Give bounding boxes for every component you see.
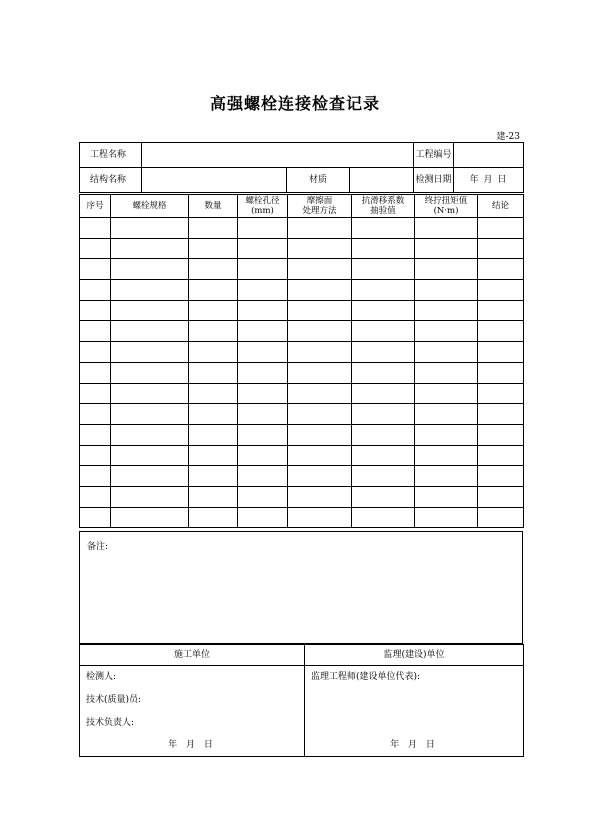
table-cell[interactable] — [415, 300, 478, 321]
structure-row — [80, 168, 524, 193]
table-row — [80, 259, 524, 280]
table-cell[interactable] — [189, 404, 238, 425]
table-cell[interactable] — [352, 486, 415, 507]
column-header — [352, 195, 415, 218]
table-row — [80, 300, 524, 321]
table-cell[interactable] — [352, 238, 415, 259]
column-header — [111, 195, 189, 218]
column-header — [288, 195, 352, 218]
tech-lead-label: 技术负责人: — [86, 718, 135, 728]
column-header-line1: 终拧扭矩值 — [424, 196, 468, 206]
structure-name-field[interactable] — [142, 168, 287, 193]
table-cell[interactable] — [238, 238, 288, 259]
table-cell[interactable] — [238, 342, 288, 363]
table-cell[interactable] — [478, 507, 524, 528]
construction-unit-header: 施工单位 — [80, 645, 305, 666]
table-row — [80, 507, 524, 528]
table-cell[interactable] — [415, 466, 478, 487]
tech-quality-label: 技术(质量)员: — [86, 695, 142, 705]
table-cell[interactable] — [80, 321, 111, 342]
table-cell[interactable] — [189, 383, 238, 404]
page-title: 高强螺栓连接检查记录 — [209, 94, 380, 113]
table-cell[interactable] — [111, 445, 189, 466]
table-cell[interactable] — [415, 404, 478, 425]
table-cell[interactable] — [111, 507, 189, 528]
table-row — [80, 466, 524, 487]
table-cell[interactable] — [189, 280, 238, 301]
table-row — [80, 445, 524, 466]
table-cell[interactable] — [238, 259, 288, 280]
table-cell[interactable] — [189, 218, 238, 239]
table-cell[interactable] — [80, 259, 111, 280]
table-cell[interactable] — [111, 238, 189, 259]
construction-sign-date: 年 月 日 — [168, 740, 216, 750]
table-cell[interactable] — [111, 466, 189, 487]
column-header — [80, 195, 111, 218]
supervision-sign-cell[interactable] — [305, 666, 524, 757]
table-cell[interactable] — [189, 342, 238, 363]
table-row — [80, 238, 524, 259]
table-cell[interactable] — [352, 507, 415, 528]
table-cell[interactable] — [478, 259, 524, 280]
table-cell[interactable] — [478, 342, 524, 363]
column-header-line2: 抽验值 — [370, 206, 396, 216]
table-cell[interactable] — [415, 342, 478, 363]
table-cell[interactable] — [80, 300, 111, 321]
table-cell[interactable] — [352, 362, 415, 383]
table-cell[interactable] — [415, 259, 478, 280]
table-cell[interactable] — [288, 342, 352, 363]
table-cell[interactable] — [288, 404, 352, 425]
supervision-sign-date: 年 月 日 — [390, 740, 438, 750]
column-header-line2: (mm) — [251, 206, 274, 216]
table-cell[interactable] — [189, 486, 238, 507]
table-cell[interactable] — [80, 362, 111, 383]
table-cell[interactable] — [111, 218, 189, 239]
supervisor-label: 监理工程师(建设单位代表): — [311, 672, 421, 682]
table-cell[interactable] — [478, 362, 524, 383]
signature-header-row — [80, 645, 524, 666]
table-cell[interactable] — [352, 445, 415, 466]
table-cell[interactable] — [478, 404, 524, 425]
table-cell[interactable] — [288, 280, 352, 301]
table-cell[interactable] — [415, 280, 478, 301]
material-label: 材质 — [287, 168, 350, 193]
table-cell[interactable] — [288, 466, 352, 487]
table-cell[interactable] — [478, 280, 524, 301]
table-cell[interactable] — [478, 321, 524, 342]
column-header-line1: 序号 — [86, 201, 104, 211]
table-cell[interactable] — [478, 300, 524, 321]
column-header-line1: 结论 — [491, 201, 509, 211]
table-cell[interactable] — [238, 362, 288, 383]
material-field[interactable] — [350, 168, 414, 193]
table-row — [80, 280, 524, 301]
table-cell[interactable] — [80, 466, 111, 487]
table-cell[interactable] — [478, 218, 524, 239]
table-cell[interactable] — [238, 445, 288, 466]
table-cell[interactable] — [111, 342, 189, 363]
table-cell[interactable] — [478, 466, 524, 487]
table-row — [80, 321, 524, 342]
table-cell[interactable] — [352, 259, 415, 280]
table-cell[interactable] — [288, 486, 352, 507]
column-header-line2: (N·m) — [433, 206, 459, 216]
table-cell[interactable] — [352, 404, 415, 425]
project-info-table — [79, 142, 524, 193]
project-name-field[interactable] — [142, 143, 414, 168]
notes-label: 备注: — [87, 542, 109, 552]
table-cell[interactable] — [478, 445, 524, 466]
table-cell[interactable] — [238, 321, 288, 342]
project-row — [80, 143, 524, 168]
table-cell[interactable] — [415, 424, 478, 445]
structure-name-label: 结构名称 — [80, 168, 142, 193]
table-cell[interactable] — [80, 445, 111, 466]
table-cell[interactable] — [189, 300, 238, 321]
table-cell[interactable] — [80, 424, 111, 445]
table-row — [80, 383, 524, 404]
table-cell[interactable] — [238, 507, 288, 528]
table-cell[interactable] — [288, 362, 352, 383]
table-cell[interactable] — [288, 259, 352, 280]
construction-sign-cell[interactable] — [80, 666, 305, 757]
table-cell[interactable] — [189, 424, 238, 445]
signature-table — [79, 644, 524, 757]
table-cell[interactable] — [352, 424, 415, 445]
table-cell[interactable] — [415, 362, 478, 383]
project-name-label: 工程名称 — [80, 143, 142, 168]
table-cell[interactable] — [352, 466, 415, 487]
table-cell[interactable] — [288, 424, 352, 445]
test-date-label: 检测日期 — [414, 168, 454, 193]
table-cell[interactable] — [238, 466, 288, 487]
table-cell[interactable] — [478, 238, 524, 259]
table-cell[interactable] — [189, 445, 238, 466]
column-header — [415, 195, 478, 218]
table-row — [80, 424, 524, 445]
notes-area[interactable] — [79, 531, 523, 644]
form-code: 建-23 — [496, 132, 520, 142]
column-header-line1: 螺栓规格 — [132, 201, 167, 211]
table-cell[interactable] — [189, 507, 238, 528]
table-cell[interactable] — [288, 507, 352, 528]
table-cell[interactable] — [238, 486, 288, 507]
table-header-row — [80, 195, 524, 218]
table-cell[interactable] — [189, 362, 238, 383]
table-cell[interactable] — [189, 466, 238, 487]
table-cell[interactable] — [415, 238, 478, 259]
table-cell[interactable] — [111, 259, 189, 280]
table-cell[interactable] — [288, 445, 352, 466]
column-header — [189, 195, 238, 218]
table-cell[interactable] — [111, 300, 189, 321]
table-cell[interactable] — [111, 383, 189, 404]
table-cell[interactable] — [352, 300, 415, 321]
table-row — [80, 404, 524, 425]
table-cell[interactable] — [238, 404, 288, 425]
table-cell[interactable] — [189, 321, 238, 342]
column-header — [238, 195, 288, 218]
column-header-line1: 螺栓孔径 — [245, 196, 280, 206]
inspector-label: 检测人: — [86, 672, 117, 682]
bolt-check-table — [79, 194, 524, 528]
table-cell[interactable] — [111, 404, 189, 425]
table-cell[interactable] — [238, 383, 288, 404]
table-cell[interactable] — [238, 218, 288, 239]
table-cell[interactable] — [415, 507, 478, 528]
table-cell[interactable] — [415, 445, 478, 466]
supervision-unit-header: 监理(建设)单位 — [305, 645, 524, 666]
column-header-line1: 抗滑移系数 — [361, 196, 405, 206]
table-cell[interactable] — [478, 424, 524, 445]
project-no-label: 工程编号 — [414, 143, 454, 168]
table-cell[interactable] — [415, 218, 478, 239]
table-cell[interactable] — [189, 238, 238, 259]
column-header-line1: 摩擦面 — [306, 196, 333, 206]
table-cell[interactable] — [80, 280, 111, 301]
table-cell[interactable] — [80, 342, 111, 363]
column-header-line2: 处理方法 — [302, 206, 337, 216]
project-no-field[interactable] — [454, 143, 524, 168]
table-cell[interactable] — [80, 218, 111, 239]
table-cell[interactable] — [238, 280, 288, 301]
table-cell[interactable] — [111, 280, 189, 301]
table-cell[interactable] — [415, 321, 478, 342]
table-row — [80, 362, 524, 383]
table-cell[interactable] — [80, 383, 111, 404]
table-cell[interactable] — [415, 383, 478, 404]
table-cell[interactable] — [288, 383, 352, 404]
table-cell[interactable] — [111, 362, 189, 383]
table-cell[interactable] — [352, 342, 415, 363]
table-cell[interactable] — [80, 507, 111, 528]
table-cell[interactable] — [478, 383, 524, 404]
table-cell[interactable] — [415, 486, 478, 507]
table-cell[interactable] — [238, 300, 288, 321]
table-cell[interactable] — [80, 238, 111, 259]
table-cell[interactable] — [352, 383, 415, 404]
table-row — [80, 342, 524, 363]
table-cell[interactable] — [288, 300, 352, 321]
table-row — [80, 218, 524, 239]
table-cell[interactable] — [111, 321, 189, 342]
column-header — [478, 195, 524, 218]
table-cell[interactable] — [478, 486, 524, 507]
table-cell[interactable] — [352, 321, 415, 342]
table-cell[interactable] — [189, 259, 238, 280]
table-cell[interactable] — [111, 424, 189, 445]
signature-body-row — [80, 666, 524, 757]
table-cell[interactable] — [111, 486, 189, 507]
table-cell[interactable] — [288, 321, 352, 342]
table-cell[interactable] — [238, 424, 288, 445]
table-cell[interactable] — [80, 404, 111, 425]
column-header-line1: 数量 — [204, 201, 222, 211]
table-cell[interactable] — [80, 486, 111, 507]
table-cell[interactable] — [352, 280, 415, 301]
table-cell[interactable] — [288, 238, 352, 259]
table-cell[interactable] — [352, 218, 415, 239]
test-date-field[interactable]: 年 月 日 — [454, 168, 524, 193]
table-cell[interactable] — [288, 218, 352, 239]
table-row — [80, 486, 524, 507]
